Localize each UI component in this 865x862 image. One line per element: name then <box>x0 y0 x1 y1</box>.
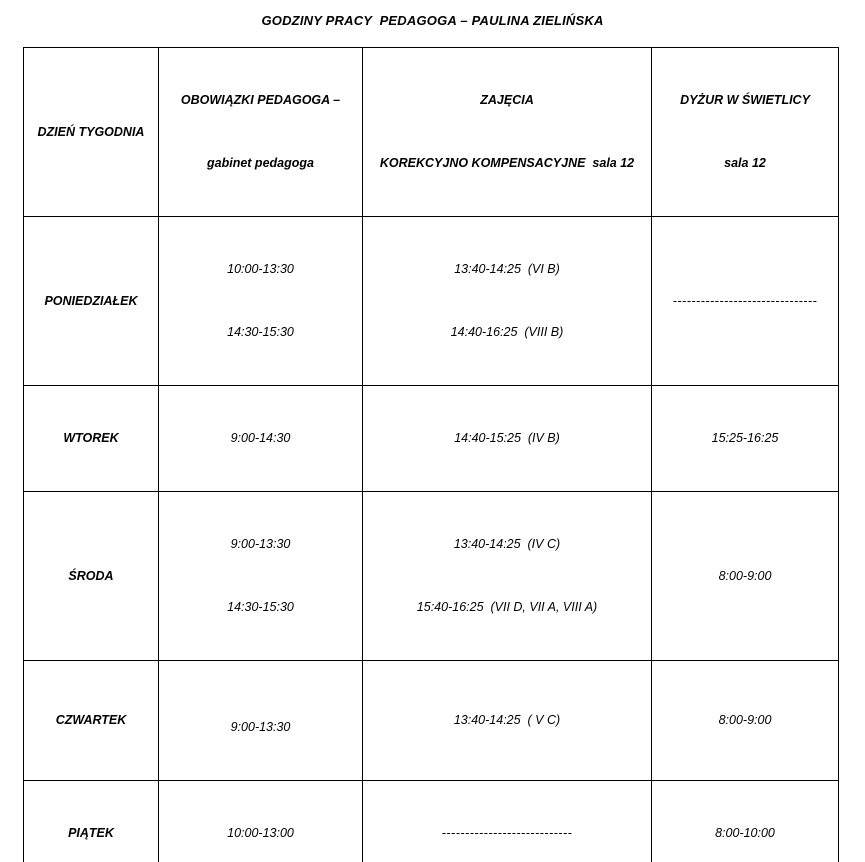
table-row <box>24 386 839 492</box>
duties-time: 9:00-14:30 <box>163 428 358 449</box>
header-classes-subtitle: KOREKCYJNO KOMPENSACYJNE sala 12 <box>367 153 647 174</box>
duties-cell <box>159 217 363 386</box>
header-day: DZIEŃ TYGODNIA <box>24 48 159 217</box>
duties-time: 10:00-13:00 <box>163 823 358 844</box>
table-row <box>24 781 839 862</box>
duties-cell <box>159 781 363 862</box>
header-classes-title: ZAJĘCIA <box>367 90 647 111</box>
duties-time: 14:30-15:30 <box>163 322 358 343</box>
duty-cell <box>652 386 839 492</box>
duty-time: 8:00-10:00 <box>656 823 834 844</box>
classes-cell <box>363 492 652 661</box>
duty-time: ------------------------------- <box>656 291 834 312</box>
classes-time: ---------------------------- <box>367 823 647 844</box>
page-title: GODZINY PRACY PEDAGOGA – PAULINA ZIELIŃSKA <box>0 13 865 28</box>
classes-time: 13:40-14:25 ( V C) <box>367 710 647 731</box>
duty-time: 8:00-9:00 <box>656 566 834 587</box>
duties-cell <box>159 386 363 492</box>
day-cell: WTOREK <box>24 386 159 492</box>
table-row <box>24 217 839 386</box>
duties-time: 9:00-13:30 <box>163 534 358 555</box>
header-duties <box>159 48 363 217</box>
duty-cell <box>652 492 839 661</box>
header-duty-title: DYŻUR W ŚWIETLICY <box>656 90 834 111</box>
day-cell: PIĄTEK <box>24 781 159 862</box>
header-duties-subtitle: gabinet pedagoga <box>163 153 358 174</box>
classes-cell <box>363 781 652 862</box>
classes-time: 13:40-14:25 (IV C) <box>367 534 647 555</box>
header-classes <box>363 48 652 217</box>
duties-cell <box>159 492 363 661</box>
duty-cell <box>652 661 839 781</box>
header-row <box>24 48 839 217</box>
duties-time: 14:30-15:30 <box>163 597 358 618</box>
classes-time: 14:40-16:25 (VIII B) <box>367 322 647 343</box>
table-row <box>24 492 839 661</box>
duty-time: 8:00-9:00 <box>656 710 834 731</box>
duties-time: 9:00-13:30 <box>163 717 358 738</box>
classes-time: 13:40-14:25 (VI B) <box>367 259 647 280</box>
header-duty-subtitle: sala 12 <box>656 153 834 174</box>
classes-cell <box>363 386 652 492</box>
classes-time: 14:40-15:25 (IV B) <box>367 428 647 449</box>
classes-time: 15:40-16:25 (VII D, VII A, VIII A) <box>367 597 647 618</box>
duties-cell <box>159 661 363 781</box>
day-cell: CZWARTEK <box>24 661 159 781</box>
day-cell: PONIEDZIAŁEK <box>24 217 159 386</box>
classes-cell <box>363 661 652 781</box>
duty-cell <box>652 781 839 862</box>
header-duty <box>652 48 839 217</box>
duty-time: 15:25-16:25 <box>656 428 834 449</box>
header-duties-title: OBOWIĄZKI PEDAGOGA – <box>163 90 358 111</box>
duties-time: 10:00-13:30 <box>163 259 358 280</box>
duty-cell <box>652 217 839 386</box>
classes-cell <box>363 217 652 386</box>
table-row <box>24 661 839 781</box>
schedule-table <box>23 47 839 862</box>
day-cell: ŚRODA <box>24 492 159 661</box>
